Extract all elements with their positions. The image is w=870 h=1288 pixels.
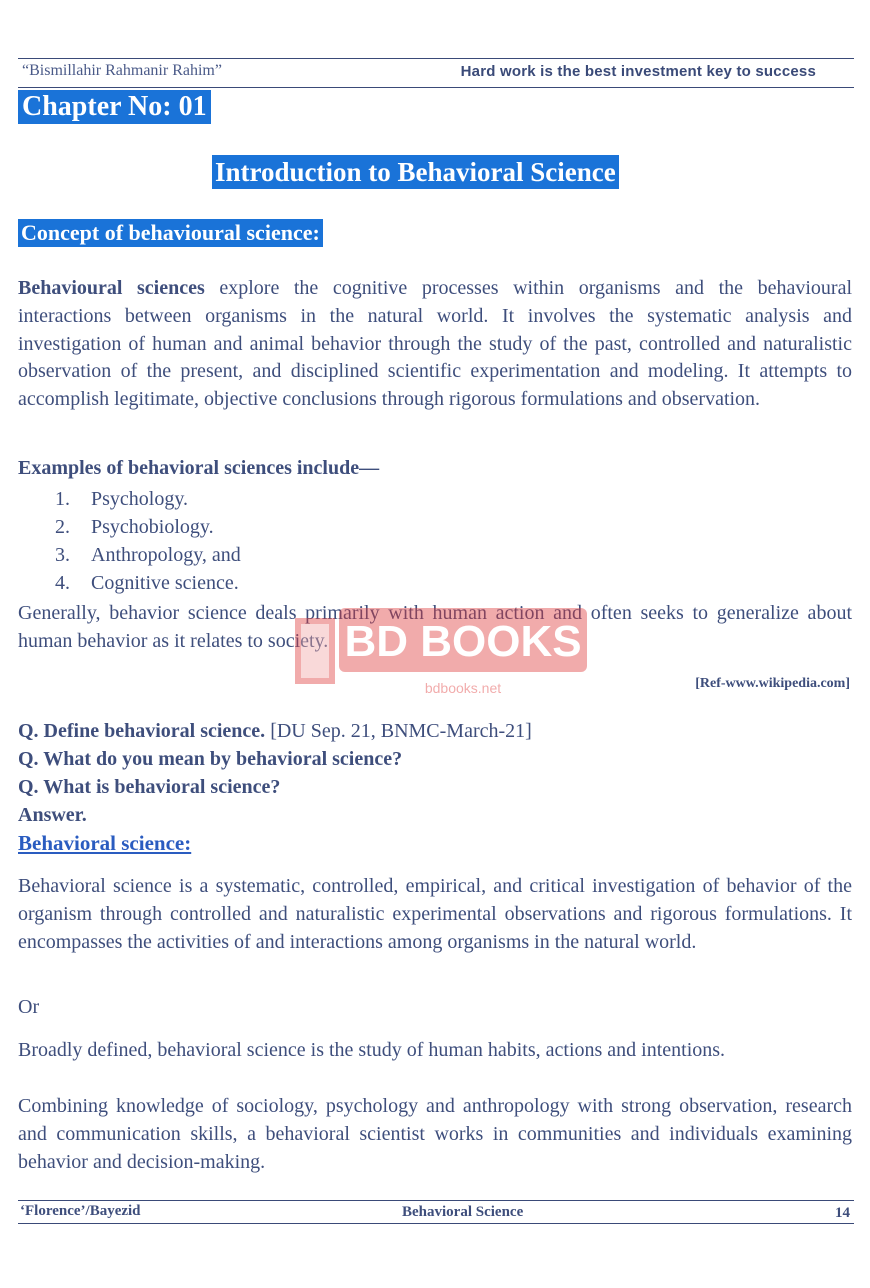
answer-label: Answer. <box>18 804 87 826</box>
list-item-text: Anthropology, and <box>91 544 241 566</box>
list-item-text: Psychobiology. <box>91 516 214 538</box>
answer-paragraph-1: Behavioral science is a systematic, controlled, empirical, and critical investigation of behavior of the organism through controlled and naturalistic experimental observations and rigorous formulations. It encompasses the activities of and interactions among organisms in the natural world. <box>18 875 852 953</box>
footer-author: ‘Florence’/Bayezid <box>20 1203 141 1219</box>
list-item <box>55 513 241 541</box>
header-bottom-rule <box>18 87 854 88</box>
question-text: Q. What do you mean by behavioral science? <box>18 748 403 770</box>
header-left-text: “Bismillahir Rahmanir Rahim” <box>22 62 222 79</box>
list-item <box>55 485 241 513</box>
list-item-number: 4. <box>55 572 70 594</box>
header-right-text: Hard work is the best investment key to success <box>460 63 816 80</box>
section-heading: Concept of behavioural science: <box>18 219 323 247</box>
chapter-label: Chapter No: 01 <box>18 90 211 124</box>
list-item-text: Cognitive science. <box>91 572 239 594</box>
question-text: Q. What is behavioral science? <box>18 776 281 798</box>
list-item-number: 1. <box>55 488 70 510</box>
watermark-brand: BD BOOKS <box>344 617 582 666</box>
footer-bottom-rule <box>18 1223 854 1224</box>
question-text: Q. Define behavioral science. <box>18 720 266 742</box>
list-item <box>55 569 241 597</box>
list-item <box>55 541 241 569</box>
examples-heading: Examples of behavioral sciences include— <box>18 457 380 479</box>
answer-heading: Behavioral science: <box>18 831 192 855</box>
list-item-number: 3. <box>55 544 70 566</box>
header-top-rule <box>18 58 854 59</box>
reference-citation: [Ref-www.wikipedia.com] <box>695 676 850 691</box>
question-3 <box>18 776 280 799</box>
concept-paragraph <box>18 275 852 414</box>
watermark-site: bdbooks.net <box>424 680 502 696</box>
or-separator: Or <box>18 996 40 1018</box>
concept-lead-term: Behavioural sciences <box>18 277 205 299</box>
page-number: 14 <box>835 1205 850 1221</box>
answer-paragraph-2: Broadly defined, behavioral science is the study of human habits, actions and intentions. <box>18 1039 726 1061</box>
concept-body: explore the cognitive processes within organisms and the behavioural interactions between organisms in the natural world. It involves the systematic analysis and investigation of human and animal behavior through the study of the past, controlled and naturalistic observation of the present, and disciplined scientific experimentation and modeling. It attempts to accomplish legitimate, objective conclusions through rigorous formulations and observation. <box>18 277 852 411</box>
question-source: [DU Sep. 21, BNMC-March-21] <box>265 720 532 742</box>
page-title: Introduction to Behavioral Science <box>212 155 619 189</box>
list-item-number: 2. <box>55 516 70 538</box>
answer-paragraph-3: Combining knowledge of sociology, psychology and anthropology with strong observation, research and communication skills, a behavioral scientist works in communities and individuals examining behavior and decision-making. <box>18 1095 852 1173</box>
list-item-text: Psychology. <box>91 488 189 510</box>
examples-list <box>55 485 241 597</box>
question-1 <box>18 720 532 743</box>
footer-subject: Behavioral Science <box>402 1204 524 1220</box>
general-paragraph: Generally, behavior science deals primarily with human action and often seeks to generalize about human behavior as it relates to society. <box>18 602 852 652</box>
footer-top-rule <box>18 1200 854 1201</box>
question-2 <box>18 748 402 771</box>
